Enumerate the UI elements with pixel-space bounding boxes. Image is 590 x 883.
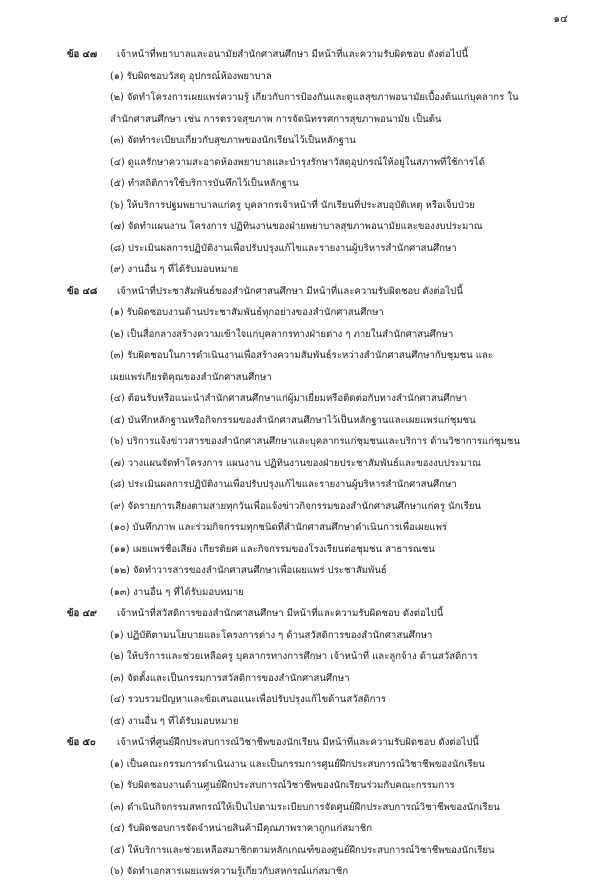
list-item: (๙) จัดรายการเสียงตามสายทุกวันเพื่อแจ้งข่าวกิจกรรมของสำนักศาสนศึกษาแก่ครู นักเรียน [110,500,482,512]
list-item: (๒) จัดทำโครงการเผยแพร่ความรู้ เกี่ยวกับการป้องกันและดูแลสุขภาพอนามัยเบื้องต้นแก่บุคลากร ใน [110,92,519,103]
section-title: เจ้าหน้าที่พยาบาลและอนามัยสำนักศาสนศึกษา มีหน้าที่และความรับผิดชอบ ดังต่อไปนี้ [117,49,469,60]
list-item: (๒) ให้บริการและช่วยเหลือครู บุคลากรทางการศึกษา เจ้าหน้าที่ และลูกจ้าง ด้านสวัสดิการ [110,651,478,662]
list-item: (๕) ทำสถิติการใช้บริการบันทึกไว้เป็นหลักฐาน [110,178,299,189]
list-item-continuation: สำนักศาสนศึกษา เช่น การตรวจสุขภาพ การจัดนิทรรศการสุขภาพอนามัย เป็นต้น [110,113,442,125]
list-item: (๕) งานอื่น ๆ ที่ได้รับมอบหมาย [110,715,239,727]
list-item: (๑๑) เผยแพร่ชื่อเสียง เกียรติยศ และกิจกรรมของโรงเรียนต่อชุมชน สาธารณชน [110,543,435,555]
list-item: (๗) วางแผนจัดทำโครงการ แผนงาน ปฏิทินงานของฝ่ายประชาสัมพันธ์และของงบประมาณ [110,457,481,469]
section-heading [0,44,590,66]
list-item: (๘) ประเมินผลการปฏิบัติงานเพื่อปรับปรุงแก้ไขและรายงานผู้บริหารสำนักศาสนศึกษา [110,242,457,254]
list-item: (๔) รวบรวมปัญหาและข้อเสนอแนะเพื่อปรับปรุงแก้ไขด้านสวัสดิการ [110,694,387,705]
list-item: (๑) เป็นคณะกรรมการดำเนินงาน และเป็นกรรมการศูนย์ฝึกประสบการณ์วิชาชีพของนักเรียน [110,758,485,770]
document-body [0,44,590,883]
list-item: (๙) งานอื่น ๆ ที่ได้รับมอบหมาย [110,264,239,275]
section-heading [0,732,590,754]
section-label: ข้อ ๔๗ [67,49,98,60]
section-title: เจ้าหน้าที่สวัสดิการของสำนักศาสนศึกษา มีหน้าที่และความรับผิดชอบ ดังต่อไปนี้ [117,608,444,619]
list-item: (๔) ดูแลรักษาความสะอาดห้องพยาบาลและบำรุงรักษาวัสดุอุปกรณ์ให้อยู่ในสภาพที่ใช้การได้ [110,156,485,168]
list-item: (๔) ต้อนรับหรือแนะนำสำนักศาสนศึกษาแก่ผู้มาเยี่ยมหรือติดต่อกับทางสำนักศาสนศึกษา [110,393,468,404]
list-item: (๑๓) งานอื่น ๆ ที่ได้รับมอบหมาย [110,586,244,598]
section-title: เจ้าหน้าที่ศูนย์ฝึกประสบการณ์วิชาชีพของนักเรียน มีหน้าที่และความรับผิดชอบ ดังต่อไปนี้ [117,737,479,748]
list-item: (๓) จัดทำระเบียบเกี่ยวกับสุขภาพของนักเรียนไว้เป็นหลักฐาน [110,135,356,146]
list-item: (๑) ปฏิบัติตามนโยบายและโครงการต่าง ๆ ด้านสวัสดิการของสำนักศาสนศึกษา [110,629,433,641]
section-title: เจ้าหน้าที่ประชาสัมพันธ์ของสำนักศาสนศึกษา มีหน้าที่และความรับผิดชอบ ดังต่อไปนี้ [117,285,463,297]
list-item: (๖) บริการแจ้งข่าวสารของสำนักศาสนศึกษาและบุคลากรแก่ชุมชนและบริการ ด้านวิชาการแก่ชุมชน [110,436,520,447]
section-heading [0,281,590,303]
list-item: (๕) บันทึกหลักฐานหรือกิจกรรมของสำนักศาสนศึกษาไว้เป็นหลักฐานและเผยแพร่แก่ชุมชน [110,414,476,426]
section-label: ข้อ ๔๙ [67,608,97,619]
list-item: (๑๒) จัดทำวารสารของสำนักศาสนศึกษาเพื่อเผยแพร่ ประชาสัมพันธ์ [110,565,387,576]
list-item: (๑) รับผิดชอบงานด้านประชาสัมพันธ์ทุกอย่างของสำนักศาสนศึกษา [110,307,384,318]
section-label: ข้อ ๔๘ [67,285,98,297]
list-item: (๖) ให้บริการปฐมพยาบาลแก่ครู บุคลากรเจ้าหน้าที่ นักเรียนที่ประสบอุบัติเหตุ หรือเจ็บป่วย [110,199,475,211]
section-heading [0,603,590,625]
list-item: (๓) จัดตั้งและเป็นกรรมการสวัสดิการของสำนักศาสนศึกษา [110,672,350,684]
list-item: (๓) ดำเนินกิจกรรมสหกรณ์ให้เป็นไปตามระเบียบการจัดศูนย์ฝึกประสบการณ์วิชาชีพของนักเรียน [110,801,500,813]
list-item: (๑) รับผิดชอบวัสดุ อุปกรณ์ห้องพยาบาล [110,70,272,82]
list-item: (๓) รับผิดชอบในการดำเนินงานเพื่อสร้างความสัมพันธ์ระหว่างสำนักศาสนศึกษากับชุมชน และ [110,350,493,361]
section-label: ข้อ ๕๐ [67,737,96,748]
list-item: (๗) จัดทำแผนงาน โครงการ ปฏิทินงานของฝ่ายพยาบาลสุขภาพอนามัยและของงบประมาณ [110,221,483,232]
list-item: (๕) ให้บริการและช่วยเหลือสมาชิกตามหลักเกณฑ์ของศูนย์ฝึกประสบการณ์วิชาชีพของนักเรียน [110,844,495,856]
list-item: (๒) รับผิดชอบงานด้านศูนย์ฝึกประสบการณ์วิชาชีพของนักเรียนร่วมกับคณะกรรมการ [110,780,455,791]
list-item: (๑๐) บันทึกภาพ และร่วมกิจกรรมทุกชนิดที่สำนักศาสนศึกษาดำเนินการเพื่อเผยแพร่ [110,522,448,533]
list-item: (๘) ประเมินผลการปฏิบัติงานเพื่อปรับปรุงแก้ไขและรายงานผู้บริหารสำนักศาสนศึกษา [110,479,457,490]
list-item: (๒) เป็นสื่อกลางสร้างความเข้าใจแก่บุคลากรทางฝ่ายต่าง ๆ ภายในสำนักศาสนศึกษา [110,328,454,340]
list-item: (๖) จัดทำเอกสารเผยแพร่ความรู้เกี่ยวกับสหกรณ์แก่สมาชิก [110,866,349,877]
page-number: ๑๔ [553,13,568,25]
list-item-continuation: เผยแพร่เกียรติคุณของสำนักศาสนศึกษา [110,371,272,383]
list-item: (๔) รับผิดชอบการจัดจำหน่ายสินค้ามีคุณภาพราคาถูกแก่สมาชิก [110,823,373,834]
